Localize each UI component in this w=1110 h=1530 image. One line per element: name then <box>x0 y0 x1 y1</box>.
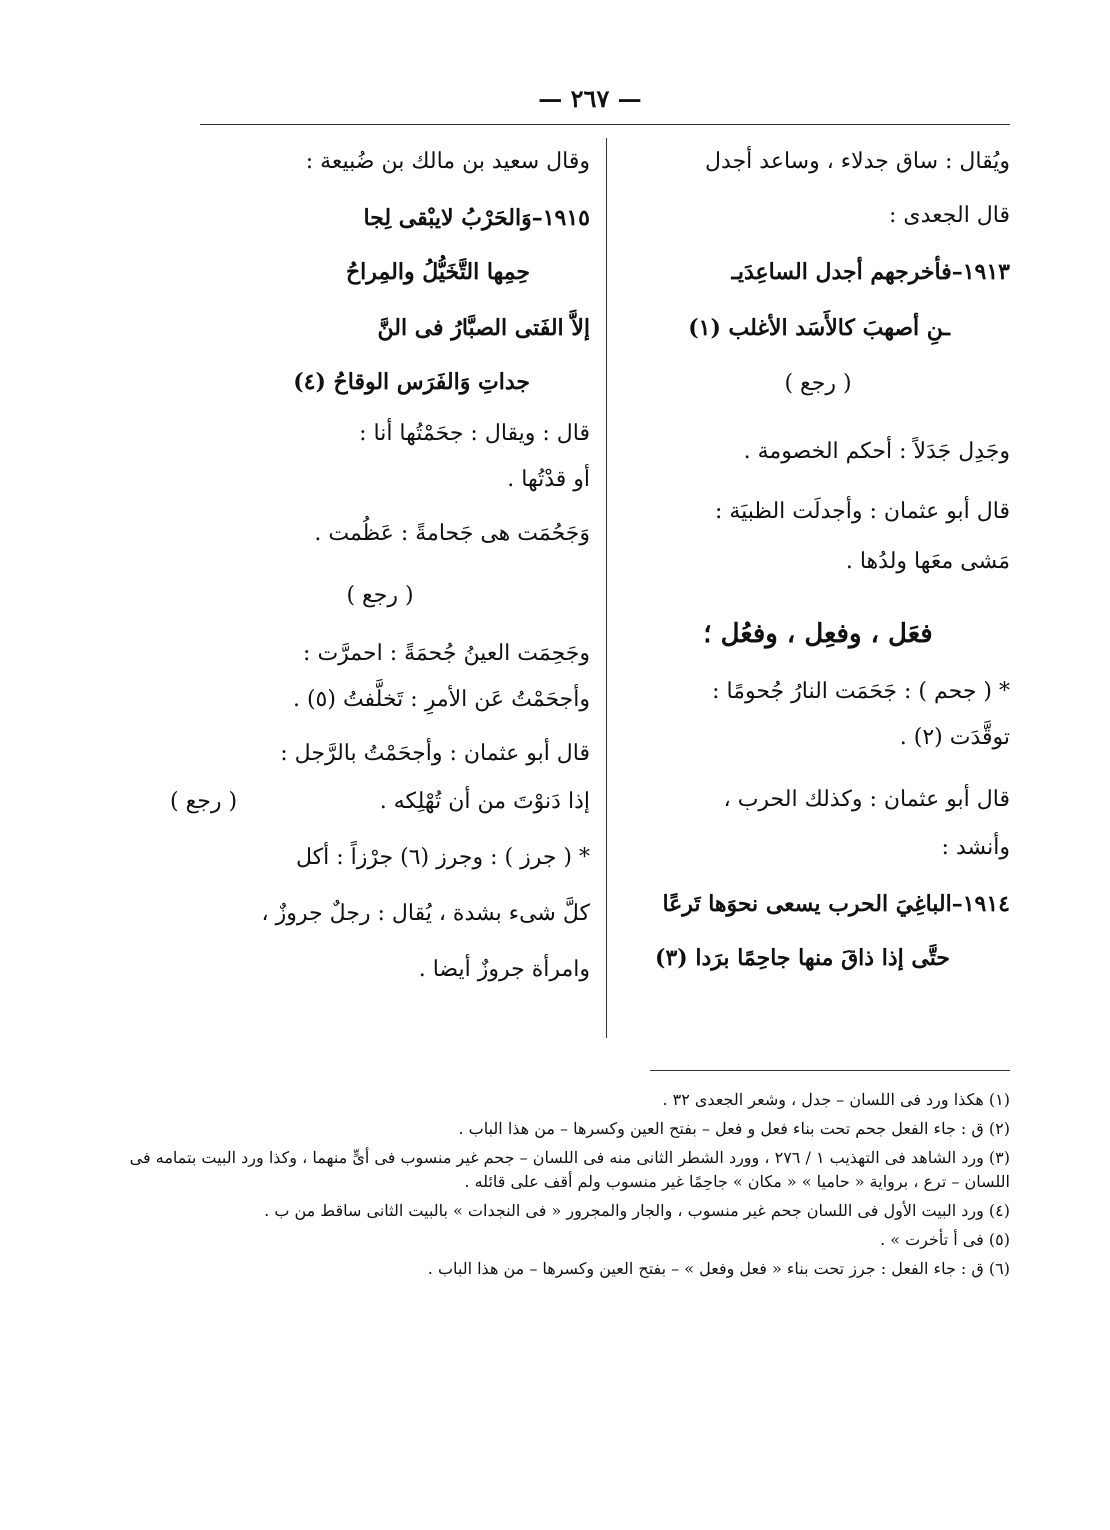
left-column: وقال سعيد بن مالك بن ضُبيعة : ١٩١٥–وَالحَرْبُ لايبْقى لِجا حِمِها التَّخَيُّلُ والمِراحُ إلاَّ الفَتى الصبَّارُ فى النَّ جداتِ وَالفَرَس الوقاحُ (٤) قال : ويقال : جحَمْتُها أنا : أو قدْتُها . وَجَحُمَت هى جَحامةً : عَظُمت . ( رجع ) وجَحِمَت العينُ جُحمَةً : احمرَّت : وأجحَمْتُ عَن الأمرِ : تَخلَّفتُ (٥) . قال أبو عثمان : وأجحَمْتُ بالرَّجل : إذا دَنوْتَ من أن تُهْلِكه . ( رجع ) * ( جرز ) : وجرز (٦) جرْزاً : أكل كلَّ شىء بشدة ، يُقال : رجلٌ جروزٌ ، وامرأة جروزٌ أيضا . <box>170 148 590 1008</box>
text-line: قال الجعدى : <box>889 203 1010 228</box>
footnote: (٢) ق : جاء الفعل جحم تحت بناء فعل و فعل – بفتح العين وكسرها – من هذا الباب . <box>458 1118 1010 1138</box>
text-line: وامرأة جروزٌ أيضا . <box>418 957 590 982</box>
footnote: (٣) ورد الشاهد فى التهذيب ١ / ٢٧٦ ، وورد الشطر الثانى منه فى اللسان – جحم غير منسوب فى أىٍّ منهما ، وكذا ورد البيت بتمامه فى اللسان – ترع ، برواية « حاميا » « مكان » جاحِمًا غير منسوب ولم أقف على قائله . <box>129 1147 1010 1192</box>
column-divider <box>606 138 607 1038</box>
text-line: ويُقال : ساق جدلاء ، وساعد أجدل <box>705 149 1010 174</box>
page-number: — ٢٦٧ — <box>538 84 642 113</box>
text-line: إذا دَنوْتَ من أن تُهْلِكه . <box>379 789 590 814</box>
text-line: قال أبو عثمان : وأجدلَت الظبيَة : <box>714 499 1010 524</box>
right-column <box>626 148 1010 998</box>
footnote: (٥) فى أ تأخرت » . <box>880 1229 1010 1249</box>
rajaa-marker: ( رجع ) <box>346 583 414 608</box>
verse-line: إلاَّ الفَتى الصبَّارُ فى النَّ <box>377 315 590 341</box>
text-line: أو قدْتُها . <box>507 467 590 492</box>
verse-line: جداتِ وَالفَرَس الوقاحُ (٤) <box>293 369 530 395</box>
footnote: (٦) ق : جاء الفعل : جرز تحت بناء « فعل وفعل » – بفتح العين وكسرها – من هذا الباب . <box>427 1258 1010 1278</box>
verse-line: ١٩١٥–وَالحَرْبُ لايبْقى لِجا <box>363 205 590 231</box>
verse-line: ١٩١٣–فأخرجهم أجدل الساعِدَيـ <box>731 259 1010 285</box>
footnote: (٤) ورد البيت الأول فى اللسان جحم غير منسوب ، والجار والمجرور « فى النجدات » بالبيت الثانى ساقط من ب . <box>264 1201 1010 1221</box>
text-line: قال : ويقال : جحَمْتُها أنا : <box>359 421 590 446</box>
verse-line: ١٩١٤–الباغِيَ الحرب يسعى نحوَها تَرعًا <box>662 891 1010 917</box>
entry-line: * ( جرز ) : وجرز (٦) جرْزاً : أكل <box>296 845 590 870</box>
verse-line: ـنِ أصهبَ كالأَسَد الأغلب (١) <box>688 315 950 341</box>
entry-line: * ( جحم ) : جَحَمَت النارُ جُحومًا : <box>712 679 1010 704</box>
text-line: وأجحَمْتُ عَن الأمرِ : تَخلَّفتُ (٥) . <box>292 687 590 712</box>
text-line: وَجَحُمَت هى جَحامةً : عَظُمت . <box>314 521 590 546</box>
text-line: قال أبو عثمان : وكذلك الحرب ، <box>723 787 1010 812</box>
footnote: (١) هكذا ورد فى اللسان – جدل ، وشعر الجعدى ٣٢ . <box>662 1090 1010 1109</box>
section-heading: فعَل ، وفعِل ، وفعُل ؛ <box>703 619 933 649</box>
footnote-rule <box>650 1070 1010 1071</box>
text-line: وجَحِمَت العينُ جُحمَةً : احمرَّت : <box>303 641 590 666</box>
text-line: وقال سعيد بن مالك بن ضُبيعة : <box>305 149 590 174</box>
verse-line: حِمِها التَّخَيُّلُ والمِراحُ <box>345 259 530 285</box>
footnotes <box>100 1088 1010 1286</box>
text-line: وجَدِل جَدَلاً : أحكم الخصومة . <box>743 439 1010 464</box>
text-line: توقَّدَت (٢) . <box>899 725 1010 750</box>
text-line: مَشى معَها ولدُها . <box>845 549 1010 574</box>
text-line: قال أبو عثمان : وأجحَمْتُ بالرَّجل : <box>280 741 590 766</box>
verse-line: حتَّى إذا ذاقَ منها جاحِمًا برَدا (٣) <box>655 945 950 971</box>
header-rule <box>200 124 1010 125</box>
text-line: وأنشد : <box>941 835 1010 860</box>
text-line: كلَّ شىء بشدة ، يُقال : رجلٌ جروزٌ ، <box>261 901 590 926</box>
rajaa-marker: ( رجع ) <box>784 371 852 396</box>
